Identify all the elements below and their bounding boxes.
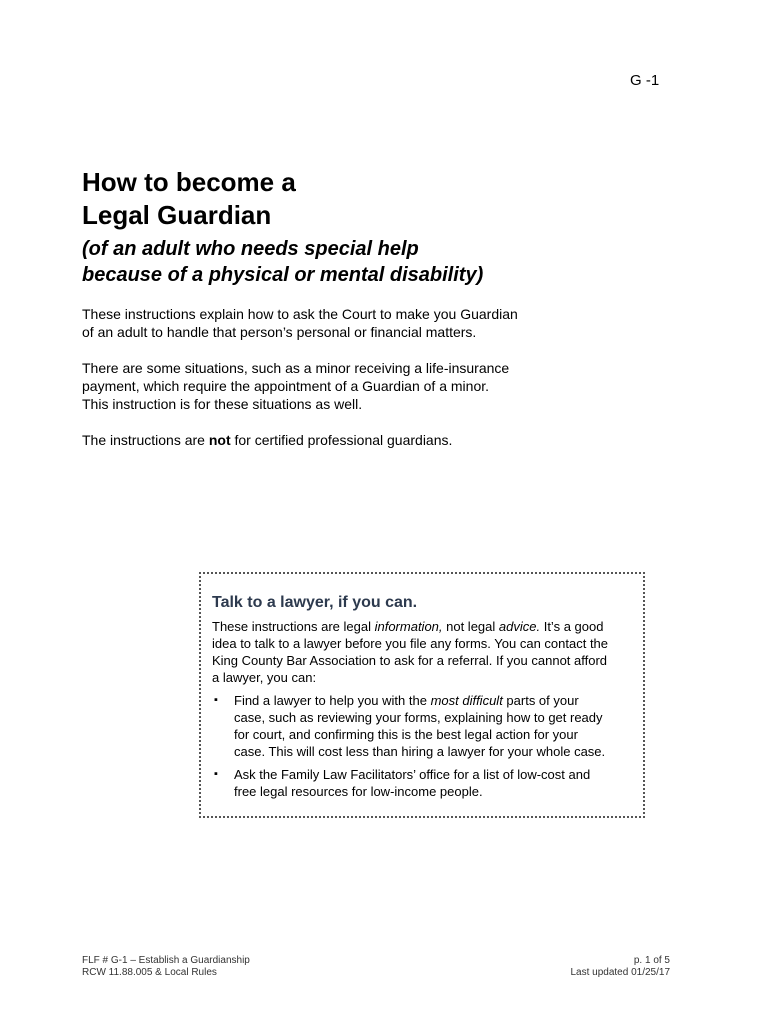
title-line-1: How to become a	[82, 167, 296, 197]
callout-line-2: idea to talk to a lawyer before you file any forms. You can contact the	[212, 636, 609, 651]
subtitle-line-1: (of an adult who needs special help	[82, 238, 419, 260]
callout-line-1	[212, 618, 633, 635]
bullet-1-line-1a: Find a lawyer to help you with the	[234, 693, 431, 708]
page-id: G -1	[630, 72, 660, 89]
title-line-2: Legal Guardian	[82, 200, 272, 230]
not-for-emphasis: not	[208, 432, 231, 448]
square-bullet-icon: ▪	[214, 694, 218, 706]
footer-form-number: FLF # G-1 – Establish a Guardianship	[82, 955, 250, 966]
callout-heading: Talk to a lawyer, if you can.	[212, 594, 418, 611]
bullet-2-line-1: Ask the Family Law Facilitators’ office for a list of low-cost and	[234, 767, 591, 782]
intro-line-1: These instructions explain how to ask the Court to make you Guardian	[82, 306, 518, 322]
footer-page-info	[570, 955, 670, 979]
not-for-paragraph	[82, 431, 562, 449]
callout-line-3: King County Bar Association to ask for a referral. If you cannot afford	[212, 653, 608, 668]
square-bullet-icon: ▪	[214, 768, 218, 780]
subtitle-line-2: because of a physical or mental disability)	[82, 264, 484, 286]
list-item	[212, 766, 633, 800]
callout-line-1c: not legal	[442, 619, 499, 634]
callout-line-4: a lawyer, you can:	[212, 670, 317, 685]
footer-last-updated: Last updated 01/25/17	[570, 967, 670, 978]
not-for-before: The instructions are	[82, 432, 209, 448]
list-item	[212, 692, 633, 760]
footer-page-number: p. 1 of 5	[633, 955, 670, 966]
bullet-1-line-3: for court, and confirming this is the best legal action for your	[234, 727, 578, 742]
callout-bullet-list	[212, 692, 633, 800]
bullet-1-line-1	[234, 692, 633, 709]
page-title	[82, 166, 296, 232]
not-for-after: for certified professional guardians.	[230, 432, 453, 448]
intro-paragraph	[82, 305, 562, 341]
page-subtitle	[82, 236, 483, 288]
callout-line-1a: These instructions are legal	[212, 619, 375, 634]
footer-rcw: RCW 11.88.005 & Local Rules	[82, 967, 217, 978]
minor-line-3: This instruction is for these situations as well.	[82, 396, 363, 412]
minor-line-2: payment, which require the appointment of a Guardian of a minor.	[82, 378, 490, 394]
bullet-2-line-2: free legal resources for low-income people.	[234, 784, 483, 799]
footer-form-info	[82, 955, 250, 979]
bullet-1-line-1c: parts of your	[502, 693, 579, 708]
bullet-1-line-4: case. This will cost less than hiring a lawyer for your whole case.	[234, 744, 606, 759]
minor-line-1: There are some situations, such as a minor receiving a life-insurance	[82, 360, 510, 376]
lawyer-callout-box	[199, 572, 645, 818]
bullet-1-most-difficult: most difficult	[430, 693, 503, 708]
callout-line-1e: It’s a good	[540, 619, 604, 634]
callout-body	[212, 618, 633, 686]
callout-advice: advice.	[498, 619, 541, 634]
callout-information: information,	[374, 619, 443, 634]
intro-line-2: of an adult to handle that person’s personal or financial matters.	[82, 324, 477, 340]
bullet-1-line-2: case, such as reviewing your forms, explaining how to get ready	[234, 710, 603, 725]
minor-paragraph	[82, 359, 562, 413]
